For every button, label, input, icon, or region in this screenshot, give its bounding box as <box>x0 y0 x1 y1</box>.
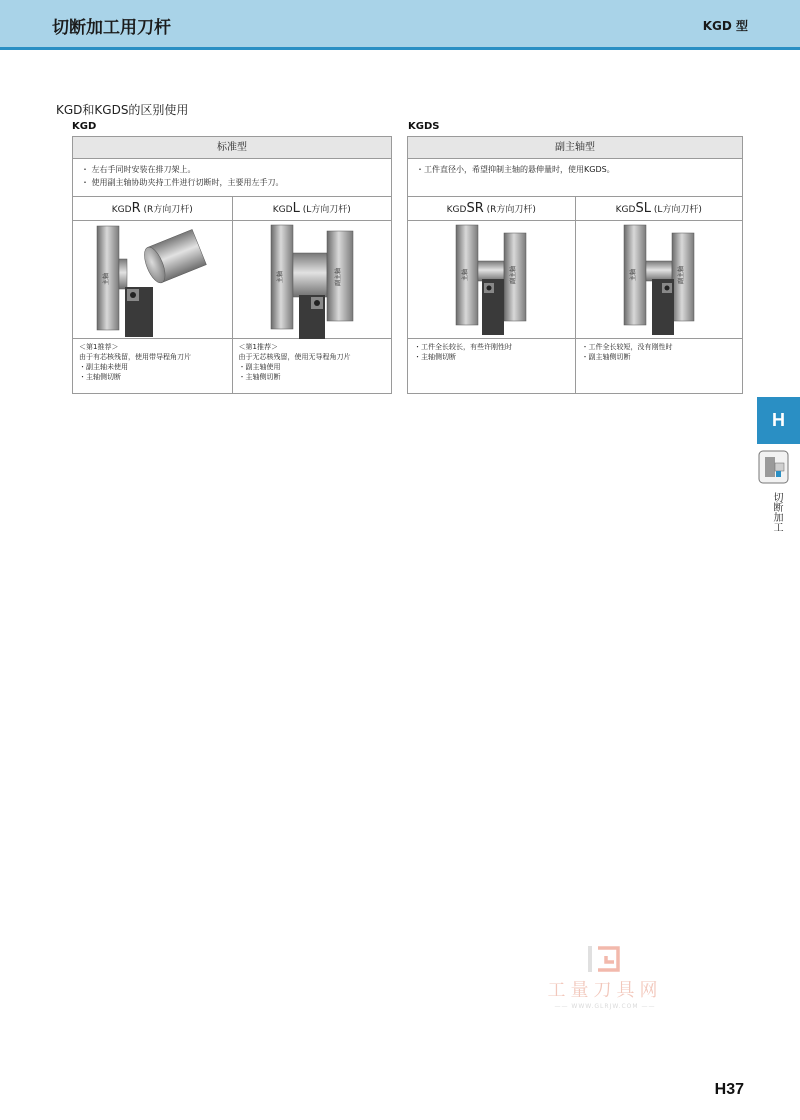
kgdr-column <box>73 197 232 393</box>
spindle-label: 主轴 <box>629 268 637 282</box>
watermark <box>530 940 680 1015</box>
kgd-desc-line: ・ 左右手同时安装在排刀架上。 <box>81 165 196 174</box>
kgd-panel <box>72 136 392 394</box>
kgds-panel <box>407 136 743 394</box>
kgdr-spindle-illustration <box>73 221 232 339</box>
page-title: 切断加工用刀杆 <box>52 18 171 38</box>
kgdr-diagram <box>73 221 232 339</box>
kgdsr-column <box>408 197 575 393</box>
section-title: KGD和KGDS的区别使用 <box>56 103 189 117</box>
kgds-group-label: KGDS <box>408 121 440 132</box>
kgds-description <box>408 159 742 197</box>
sub-spindle-label: 副主轴 <box>677 265 685 285</box>
spindle-label: 主轴 <box>103 272 110 286</box>
kgdl-notes: ＜第1推荐＞ 由于无芯核残留，使用无导程角刀片 ・副主轴使用 ・主轴侧切断 <box>238 343 351 381</box>
kgdsr-heading: KGDSR (R方向刀杆) <box>408 197 575 221</box>
kgdl-diagram <box>233 221 392 339</box>
kgds-panel-head: 副主轴型 <box>408 137 742 159</box>
kgdr-heading: KGDR (R方向刀杆) <box>73 197 232 221</box>
sub-spindle-label: 副主轴 <box>334 267 342 287</box>
kgds-desc-line: ・工件直径小，希望抑制主轴的悬伸量时，使用KGDS。 <box>416 165 615 174</box>
page-number: H37 <box>714 1081 744 1098</box>
watermark-url: —— WWW.GLRJW.COM —— <box>554 1003 656 1010</box>
kgdsl-heading: KGDSL (L方向刀杆) <box>576 197 743 221</box>
kgdsr-diagram <box>408 221 575 339</box>
spindle-label: 主轴 <box>462 268 469 282</box>
sub-spindle-label: 副主轴 <box>510 265 517 285</box>
kgd-desc-line: ・ 使用副主轴协助夹持工件进行切断时，主要用左手刀。 <box>81 178 284 187</box>
parting-tool-icon <box>757 449 790 485</box>
kgdsl-spindle-illustration <box>576 221 743 339</box>
kgdl-spindle-illustration <box>233 221 392 339</box>
watermark-name: 工量刀具网 <box>547 980 663 1001</box>
kgdl-column <box>232 197 392 393</box>
kgdsl-diagram <box>576 221 743 339</box>
section-tab-h[interactable]: H <box>757 397 800 444</box>
kgdsl-column <box>575 197 743 393</box>
kgdsr-spindle-illustration <box>408 221 575 339</box>
side-section-label: 切断加工 <box>771 492 782 532</box>
kgd-description <box>73 159 391 197</box>
watermark-logo <box>586 944 624 974</box>
header-type-label: KGD 型 <box>702 19 748 33</box>
kgdsl-notes: ・工件全长较短，没有刚性时 ・副主轴侧切断 <box>581 343 673 361</box>
kgdl-heading: KGDL (L方向刀杆) <box>233 197 392 221</box>
kgd-panel-head: 标准型 <box>73 137 391 159</box>
kgd-group-label: KGD <box>72 121 97 132</box>
page-header <box>0 0 800 50</box>
spindle-label: 主轴 <box>276 270 284 284</box>
kgdr-notes: ＜第1推荐＞ 由于有芯核残留，使用带导程角刀片 ・副主轴未使用 ・主轴侧切断 <box>79 343 191 381</box>
kgdsr-notes: ・工件全长较长，有些许刚性时 ・主轴侧切断 <box>414 343 512 361</box>
